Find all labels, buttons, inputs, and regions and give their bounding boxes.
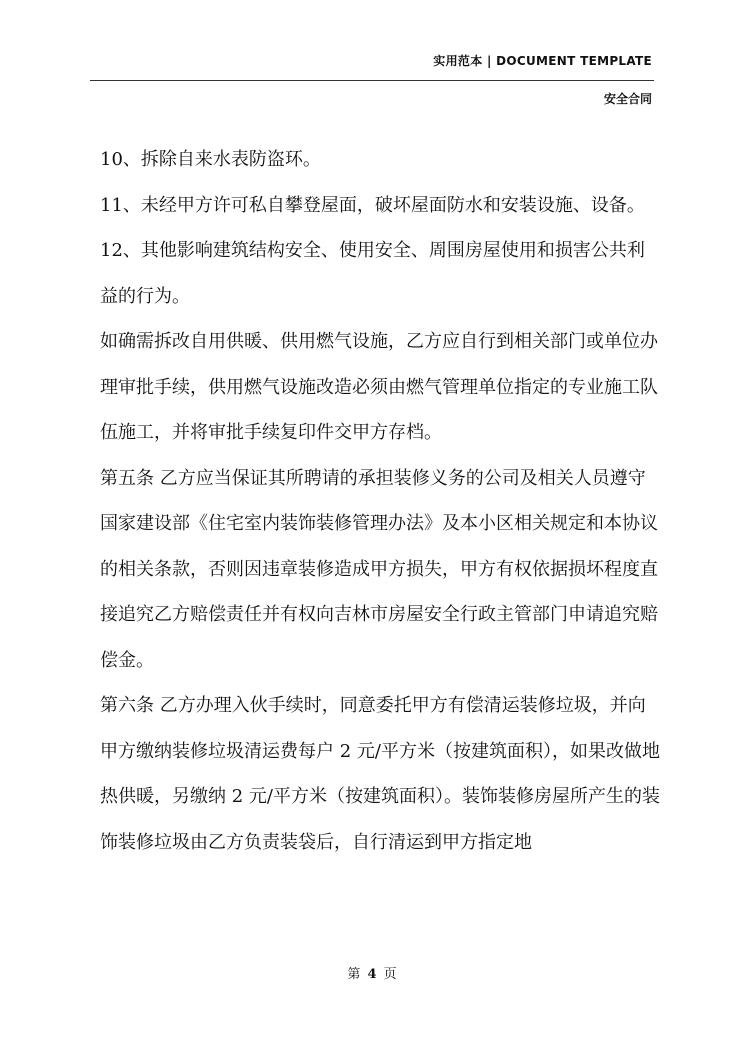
header-subtitle: 安全合同 (603, 92, 652, 106)
header-title: 实用范本 | DOCUMENT TEMPLATE (433, 54, 652, 68)
paragraph-item-10: 10、拆除自来水表防盗环。 (100, 149, 321, 170)
page-number (0, 963, 744, 982)
paragraph-article-5: 第五条 乙方应当保证其所聘请的承担装修义务的公司及相关人员遵守国家建设部《住宅室内装饰装修管理办法》及本小区相关规定和本协议的相关条款，否则因违章装修造成甲方损失，甲方有权依据损坏程度直接追究乙方赔偿责任并有权向吉林市房屋安全行政主管部门申请追究赔偿金。 (100, 467, 658, 671)
page-number-value: 4 (367, 967, 377, 982)
paragraph-item-12: 12、其他影响建筑结构安全、使用安全、周围房屋使用和损害公共利益的行为。 (100, 240, 645, 307)
paragraph-item-11: 11、未经甲方许可私自攀登屋面，破坏屋面防水和安装设施、设备。 (100, 194, 645, 216)
page-number-prefix: 第 (347, 967, 361, 982)
document-body (100, 137, 660, 865)
paragraph-gas-heating: 如确需拆改自用供暖、供用燃气设施，乙方应自行到相关部门或单位办理审批手续，供用燃气设施改造必须由燃气管理单位指定的专业施工队伍施工，并将审批手续复印件交甲方存档。 (100, 331, 658, 443)
page-number-suffix: 页 (383, 967, 397, 982)
paragraph-article-6: 第六条 乙方办理入伙手续时，同意委托甲方有偿清运装修垃圾，并向甲方缴纳装修垃圾清运费每户 2 元/平方米（按建筑面积），如果改做地热供暖，另缴纳 2 元/平方米（按建筑面积）。装饰装修房屋所产生的装饰装修垃圾由乙方负责装袋后，自行清运到甲方指定地 (100, 695, 660, 853)
header-divider (90, 80, 654, 81)
